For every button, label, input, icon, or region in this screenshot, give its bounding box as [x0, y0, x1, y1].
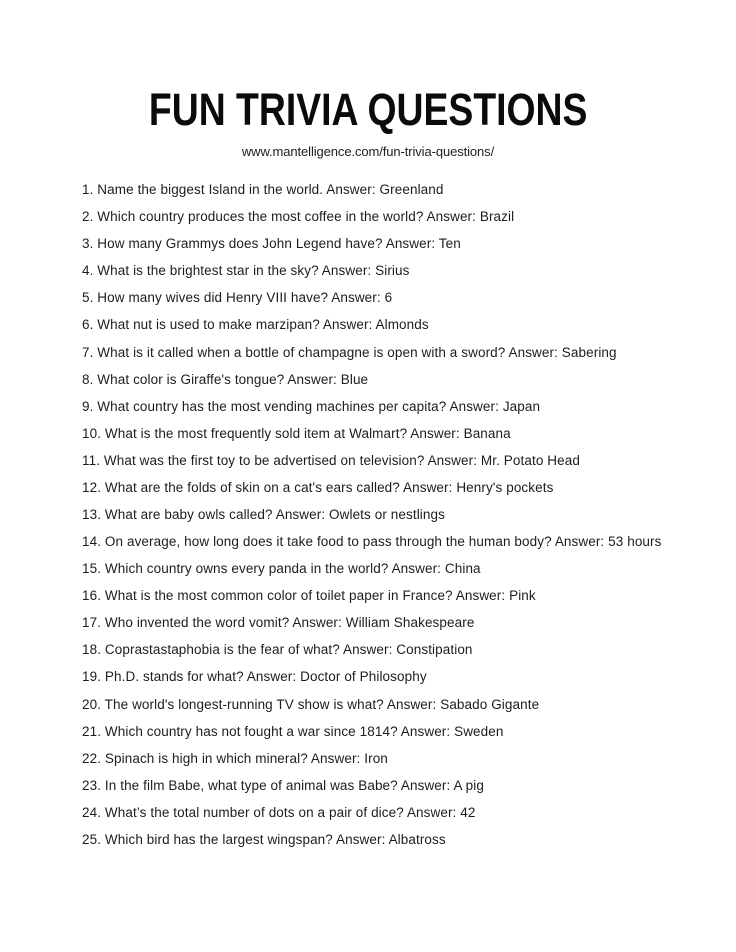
question-item: 2. Which country produces the most coffee in the world? Answer: Brazil [82, 209, 515, 225]
question-item: 15. Which country owns every panda in the world? Answer: China [82, 561, 481, 577]
question-item: 9. What country has the most vending machines per capita? Answer: Japan [82, 398, 541, 414]
question-item: 19. Ph.D. stands for what? Answer: Doctor of Philosophy [82, 669, 427, 685]
question-item: 5. How many wives did Henry VIII have? Answer: 6 [82, 290, 393, 306]
question-item: 13. What are baby owls called? Answer: Owlets or nestlings [82, 506, 445, 522]
question-list [82, 176, 716, 853]
question-item: 7. What is it called when a bottle of champagne is open with a sword? Answer: Sabering [82, 344, 617, 360]
question-item: 16. What is the most common color of toilet paper in France? Answer: Pink [82, 588, 536, 604]
question-item: 20. The world's longest-running TV show is what? Answer: Sabado Gigante [82, 696, 540, 712]
question-item: 8. What color is Giraffe's tongue? Answer: Blue [82, 371, 369, 387]
question-item: 11. What was the first toy to be advertised on television? Answer: Mr. Potato Head [82, 452, 580, 468]
question-item: 3. How many Grammys does John Legend have? Answer: Ten [82, 236, 461, 252]
question-item: 24. What’s the total number of dots on a pair of dice? Answer: 42 [82, 804, 476, 820]
question-item: 10. What is the most frequently sold item at Walmart? Answer: Banana [82, 425, 511, 441]
question-item: 14. On average, how long does it take food to pass through the human body? Answer: 53 hours [82, 534, 662, 550]
question-item: 18. Coprastastaphobia is the fear of what? Answer: Constipation [82, 642, 473, 658]
question-item: 17. Who invented the word vomit? Answer: William Shakespeare [82, 615, 475, 631]
source-url: www.mantelligence.com/fun-trivia-questions/ [241, 144, 495, 159]
question-item: 23. In the film Babe, what type of animal was Babe? Answer: A pig [82, 777, 484, 793]
page-title-text: FUN TRIVIA QUESTIONS [148, 84, 588, 135]
question-item: 1. Name the biggest Island in the world. Answer: Greenland [82, 182, 444, 198]
question-item: 6. What nut is used to make marzipan? Answer: Almonds [82, 317, 429, 333]
question-item: 12. What are the folds of skin on a cat's ears called? Answer: Henry's pockets [82, 479, 554, 495]
question-item: 21. Which country has not fought a war since 1814? Answer: Sweden [82, 723, 504, 739]
page-title [0, 84, 736, 135]
question-item: 25. Which bird has the largest wingspan? Answer: Albatross [82, 831, 446, 847]
question-item: 22. Spinach is high in which mineral? Answer: Iron [82, 750, 388, 766]
question-item: 4. What is the brightest star in the sky? Answer: Sirius [82, 263, 410, 279]
